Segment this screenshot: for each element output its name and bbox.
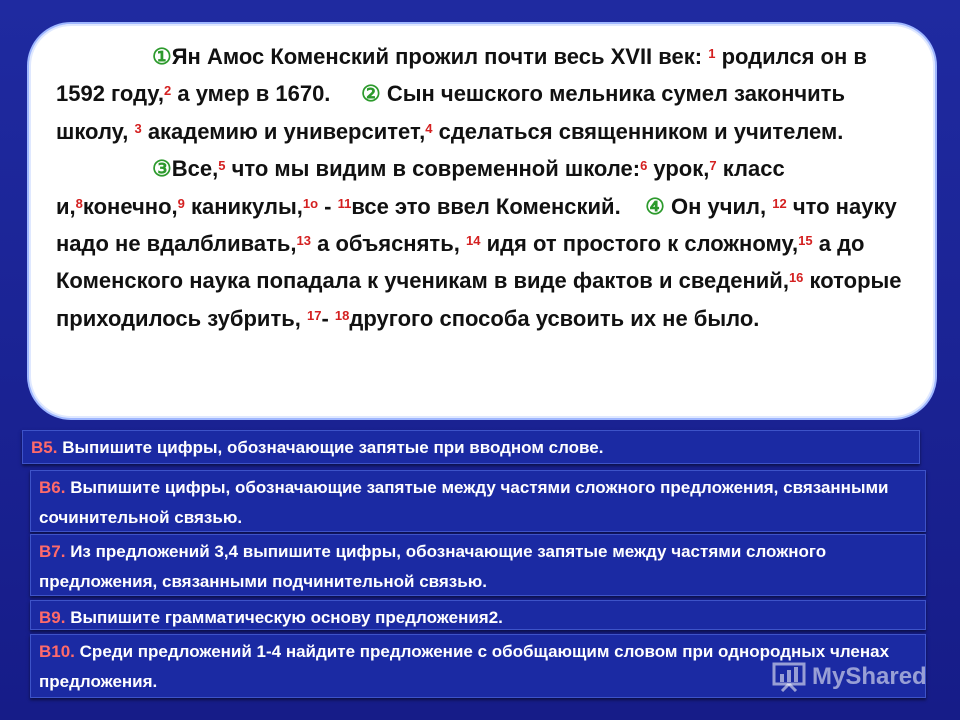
chart-board-icon [772, 662, 806, 692]
sentence-marker-4: ④ [645, 193, 665, 219]
task-text: Из предложений 3,4 выпишите цифры, обозначающие запятые между частями сложного предложения, связанными подчинительной связью. [39, 542, 827, 591]
task-text: Выпишите грамматическую основу предложения2. [70, 608, 503, 627]
task-text: Среди предложений 1-4 найдите предложение с обобщающим словом при однородных членах предложения. [39, 642, 890, 691]
comma-number: 16 [788, 270, 804, 286]
comma-number: 14 [465, 233, 481, 249]
comma-number: 3 [134, 120, 142, 136]
watermark-text: MyShared [812, 663, 927, 690]
comma-number: 4 [425, 120, 433, 136]
comma-number: 1о [302, 195, 319, 211]
task-code: В7. [39, 542, 66, 561]
task-b9 [30, 600, 926, 630]
comma-number: 18 [334, 307, 350, 323]
sentence-marker-3: ③ [152, 156, 172, 182]
comma-number: 1 [708, 46, 716, 61]
comma-number: 7 [709, 158, 717, 174]
comma-number: 15 [798, 233, 813, 249]
comma-number: 6 [640, 158, 648, 174]
task-code: В10. [39, 642, 75, 661]
comma-number: 8 [75, 195, 83, 211]
sentence-3-and-4: ③Все,$^5$ что мы видим в современной школе:$^6$ урок,$^7$ класс и,$^8$конечно,$^9$ каникулы,$^{1о}$ - $^{11}$все это ввел Коменский. ④ Он учил, $^{12}$ что науку надо не вдалбливать,$^{13}$ а объяснять, $^{14}$ идя от простого к сложному,$^{15}$ а до Коменского наука попадала к ученикам в виде фактов и сведений,$^{16}$ которые приходилось зубрить, $^{17}$- $^{18}$другого способа усвоить их не было. [56, 156, 902, 331]
task-text: Выпишите цифры, обозначающие запятые при вводном слове. [62, 438, 604, 457]
watermark [772, 660, 927, 694]
comma-number: 9 [177, 195, 185, 211]
passage-text [56, 38, 916, 337]
comma-number: 11 [337, 195, 352, 211]
task-b5 [22, 430, 920, 464]
sentence-marker-1: ① [152, 44, 172, 69]
task-b7 [30, 534, 926, 596]
comma-number: 17 [307, 307, 322, 323]
sentence-1-and-2: ①Ян Амос Коменский прожил почти весь XVII век: $^1$ родился он в 1592 году,$^2$ а умер в 1670. ② Сын чешского мельника сумел закончить школу, $^3$ академию и университет,$^4$ сделаться священником и учителем. [56, 44, 867, 144]
comma-number: 5 [218, 158, 226, 174]
task-code: В6. [39, 478, 66, 497]
comma-number: 13 [296, 233, 311, 249]
task-b6 [30, 470, 926, 532]
task-text: Выпишите цифры, обозначающие запятые между частями сложного предложения, связанными сочинительной связью. [39, 478, 889, 527]
task-code: В9. [39, 608, 66, 627]
sentence-marker-2: ② [360, 81, 381, 107]
comma-number: 12 [772, 195, 787, 211]
comma-number: 2 [164, 83, 172, 99]
task-code: В5. [31, 438, 58, 457]
